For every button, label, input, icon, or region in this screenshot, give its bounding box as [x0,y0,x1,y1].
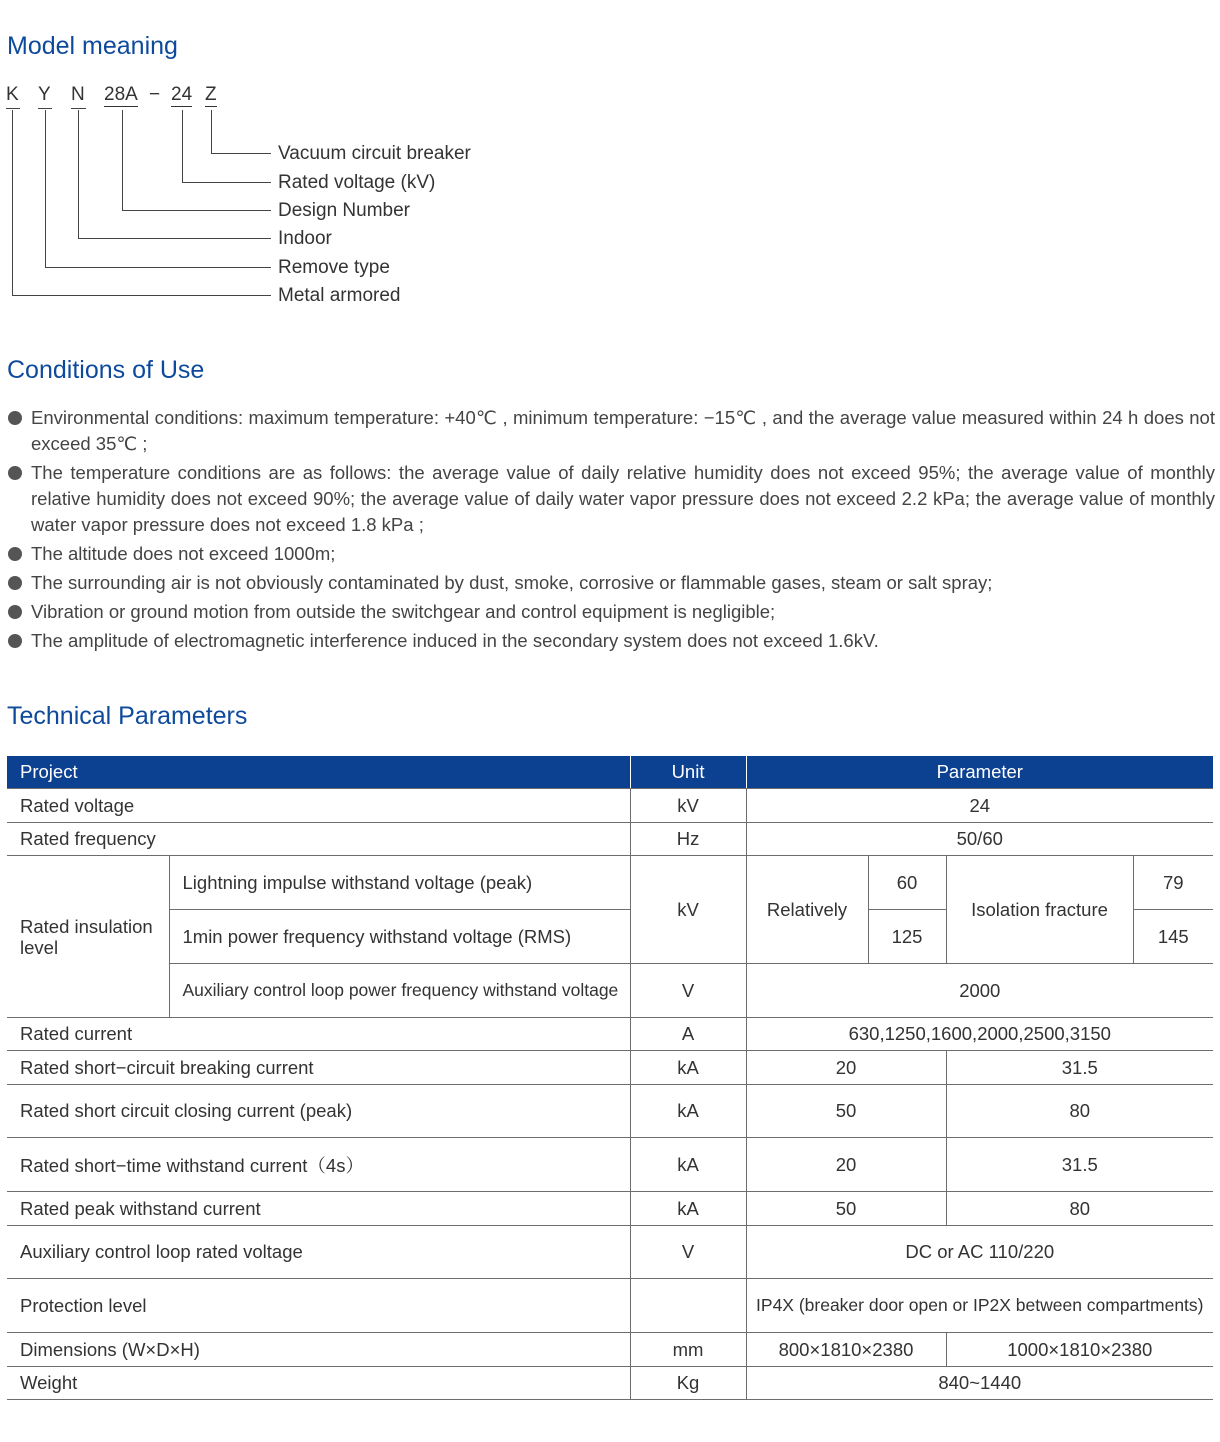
row-label: Rated peak withstand current [7,1192,630,1226]
connector-line [78,238,271,239]
list-item: Vibration or ground motion from outside the switchgear and control equipment is negligible; [7,599,1215,625]
table-row [7,1279,1213,1333]
row-value: 50 [746,1192,946,1226]
technical-parameters-heading: Technical Parameters [7,702,248,730]
conditions-heading: Conditions of Use [7,356,205,384]
connector-line [45,267,271,268]
code-letter-n: N [71,84,85,105]
row-label: Protection level [7,1279,630,1333]
row-unit: A [630,1018,746,1051]
row-label: Rated short−time withstand current（4s） [7,1138,630,1192]
code-underline [71,108,86,109]
row-label: Rated current [7,1018,630,1051]
connector-line [211,110,212,154]
row-value: 80 [946,1192,1213,1226]
lightning-impulse-label: Lightning impulse withstand voltage (peak) [169,856,630,910]
header-unit: Unit [630,756,746,789]
legend-design-number: Design Number [278,200,410,221]
connector-line [12,110,13,296]
aux-withstand-label: Auxiliary control loop power frequency withstand voltage [169,964,630,1018]
legend-rated-voltage: Rated voltage (kV) [278,172,436,193]
connector-line [122,210,271,211]
code-dash: − [149,84,161,105]
row-value: 800×1810×2380 [746,1333,946,1367]
table-row [7,1367,1213,1400]
row-label: Rated voltage [7,789,630,823]
connector-line [182,182,271,183]
row-unit: kV [630,789,746,823]
code-letter-z: Z [205,84,217,105]
code-letter-k: K [6,84,19,105]
row-value: 24 [746,789,1213,823]
relatively-lightning-value: 60 [868,856,946,910]
table-header-row [7,756,1213,789]
row-value: 50 [746,1085,946,1138]
connector-line [12,295,271,296]
row-value: 20 [746,1138,946,1192]
header-parameter: Parameter [746,756,1213,789]
power-frequency-label: 1min power frequency withstand voltage (RMS) [169,910,630,964]
row-value: 630,1250,1600,2000,2500,3150 [746,1018,1213,1051]
insulation-unit: kV [630,856,746,964]
list-item: The temperature conditions are as follows: the average value of daily relative humidity does not exceed 95%; the average value of monthly relative humidity does not exceed 90%; the average value of daily water vapor pressure does not exceed 2.2 kPa; the average value of monthly water vapor pressure does not exceed 1.8 kPa ; [7,460,1215,538]
list-item: The surrounding air is not obviously contaminated by dust, smoke, corrosive or flammable gases, steam or salt spray; [7,570,1215,596]
row-label: Dimensions (W×D×H) [7,1333,630,1367]
aux-withstand-unit: V [630,964,746,1018]
table-row [7,1192,1213,1226]
table-row [7,856,1213,910]
isolation-power-value: 145 [1133,910,1213,964]
model-meaning-heading: Model meaning [7,32,178,60]
row-label: Rated short circuit closing current (peak) [7,1085,630,1138]
connector-line [78,110,79,239]
relatively-label: Relatively [746,856,868,964]
code-underline [38,108,52,109]
row-label: Rated frequency [7,823,630,856]
table-row [7,964,1213,1018]
table-row [7,823,1213,856]
table-row [7,1051,1213,1085]
connector-line [182,110,183,183]
table-row [7,1226,1213,1279]
row-unit [630,1279,746,1333]
connector-line [122,110,123,211]
list-item: The altitude does not exceed 1000m; [7,541,1215,567]
legend-metal-armored: Metal armored [278,285,401,306]
row-label: Weight [7,1367,630,1400]
row-value: 31.5 [946,1138,1213,1192]
table-row [7,789,1213,823]
connector-line [45,110,46,268]
row-value: 20 [746,1051,946,1085]
row-unit: Hz [630,823,746,856]
row-label: Rated short−circuit breaking current [7,1051,630,1085]
legend-indoor: Indoor [278,228,332,249]
legend-vacuum-circuit-breaker: Vacuum circuit breaker [278,143,471,164]
row-unit: V [630,1226,746,1279]
list-item: The amplitude of electromagnetic interference induced in the secondary system does not exceed 1.6kV. [7,628,1215,654]
row-unit: kA [630,1192,746,1226]
connector-line [211,153,271,154]
row-unit: mm [630,1333,746,1367]
aux-withstand-value: 2000 [746,964,1213,1018]
relatively-power-value: 125 [868,910,946,964]
row-unit: kA [630,1138,746,1192]
list-item: Environmental conditions: maximum temperature: +40℃ , minimum temperature: −15℃ , and the average value measured within 24 h does not exceed 35℃ ; [7,405,1215,457]
row-value: 31.5 [946,1051,1213,1085]
row-value: DC or AC 110/220 [746,1226,1213,1279]
row-value: IP4X (breaker door open or IP2X between compartments) [746,1279,1213,1333]
row-label: Auxiliary control loop rated voltage [7,1226,630,1279]
legend-remove-type: Remove type [278,257,390,278]
table-row [7,1138,1213,1192]
code-letter-y: Y [38,84,51,105]
row-value: 840~1440 [746,1367,1213,1400]
isolation-fracture-label: Isolation fracture [946,856,1133,964]
table-row [7,1333,1213,1367]
row-value: 50/60 [746,823,1213,856]
conditions-list [7,405,1215,657]
row-unit: Kg [630,1367,746,1400]
insulation-label: Rated insulation level [7,856,169,1018]
header-project: Project [7,756,630,789]
code-underline [6,108,20,109]
table-row [7,1085,1213,1138]
isolation-lightning-value: 79 [1133,856,1213,910]
row-value: 1000×1810×2380 [946,1333,1213,1367]
code-design-number: 28A [104,84,138,105]
row-unit: kA [630,1085,746,1138]
code-voltage: 24 [171,84,193,105]
row-value: 80 [946,1085,1213,1138]
row-unit: kA [630,1051,746,1085]
technical-parameters-table [7,756,1213,1400]
table-row [7,1018,1213,1051]
